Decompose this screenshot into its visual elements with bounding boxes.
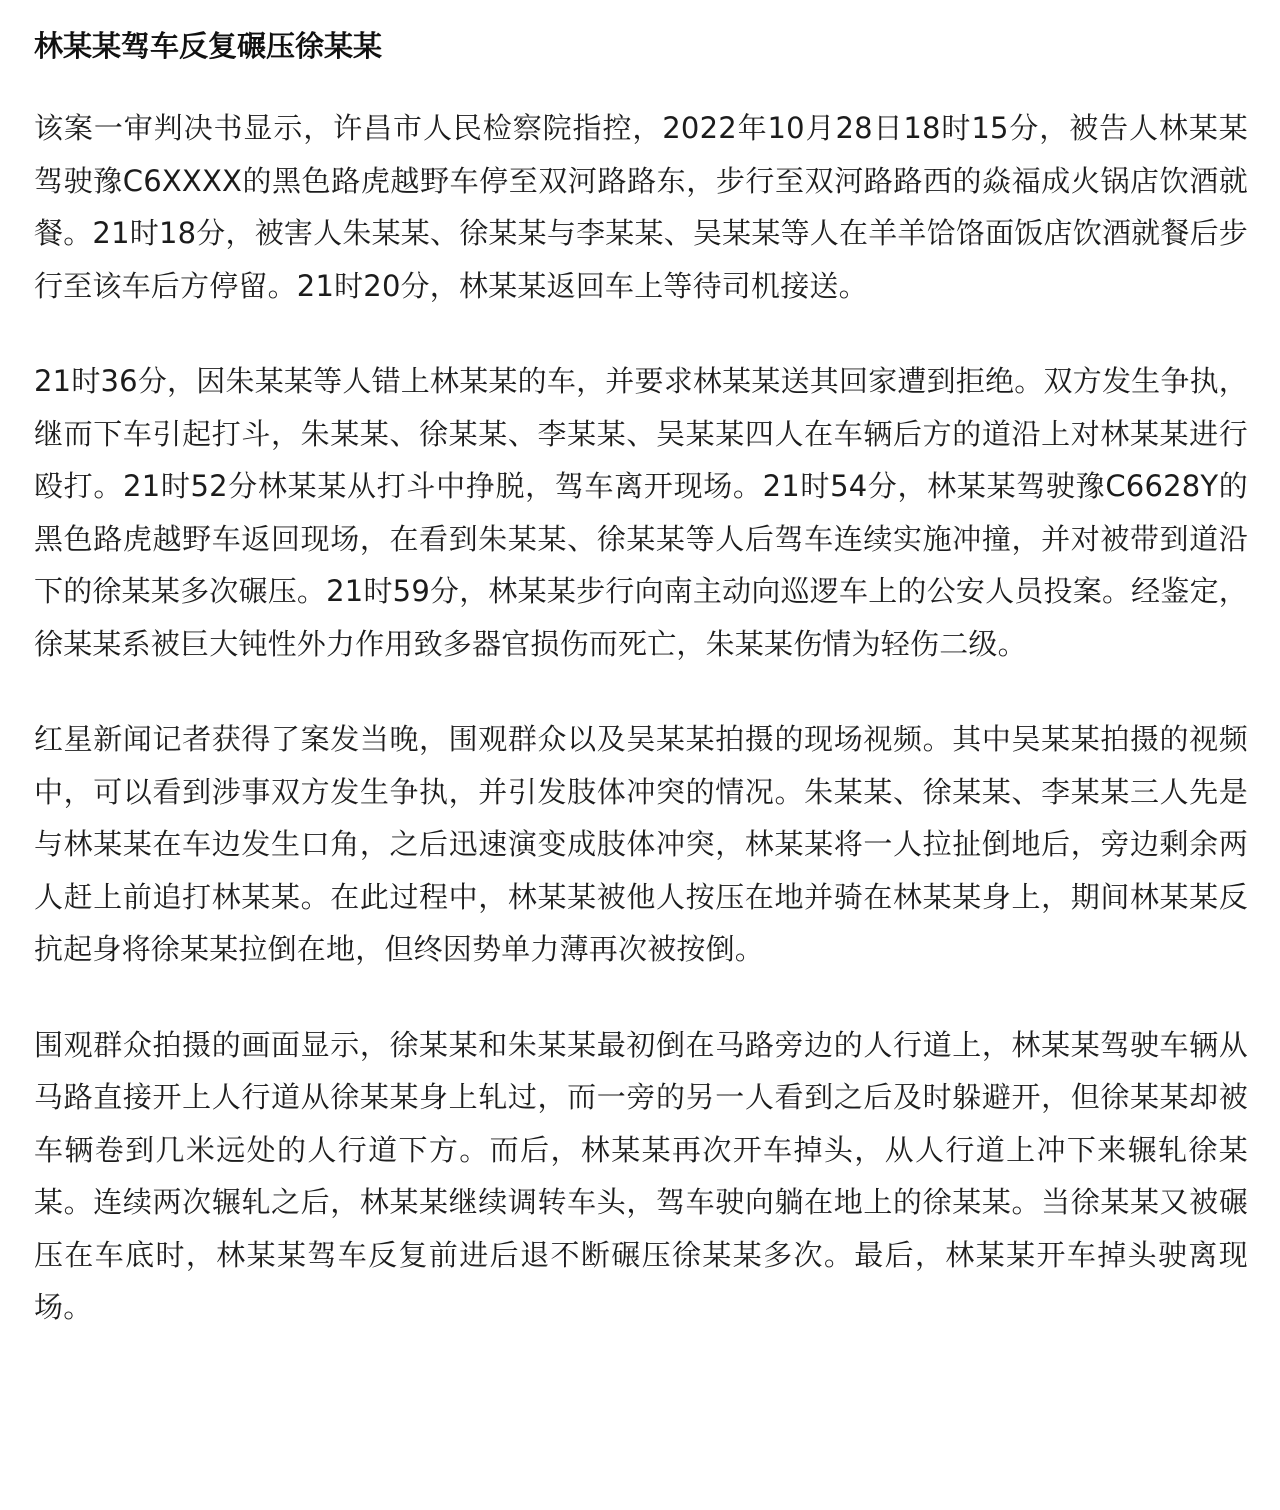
- paragraph-bystander-footage: 围观群众拍摄的画面显示，徐某某和朱某某最初倒在马路旁边的人行道上，林某某驾驶车辆从马路直接开上人行道从徐某某身上轧过，而一旁的另一人看到之后及时躲避开，但徐某某却被车辆卷到几米远处的人行道下方。而后，林某某再次开车掉头，从人行道上冲下来辗轧徐某某。连续两次辗轧之后，林某某继续调转车头，驾车驶向躺在地上的徐某某。当徐某某又被碾压在车底时，林某某驾车反复前进后退不断碾压徐某某多次。最后，林某某开车掉头驶离现场。: [34, 1027, 1248, 1324]
- paragraph-video-account: 红星新闻记者获得了案发当晚，围观群众以及吴某某拍摄的现场视频。其中吴某某拍摄的视频中，可以看到涉事双方发生争执，并引发肢体冲突的情况。朱某某、徐某某、李某某三人先是与林某某在车边发生口角，之后迅速演变成肢体冲突，林某某将一人拉扯倒地后，旁边剩余两人赶上前追打林某某。在此过程中，林某某被他人按压在地并骑在林某某身上，期间林某某反抗起身将徐某某拉倒在地，但终因势单力薄再次被按倒。: [34, 722, 1248, 966]
- article: [34, 20, 1248, 1334]
- paragraph-conflict: 21时36分，因朱某某等人错上林某某的车，并要求林某某送其回家遭到拒绝。双方发生争执，继而下车引起打斗，朱某某、徐某某、李某某、吴某某四人在车辆后方的道沿上对林某某进行殴打。21时52分林某某从打斗中挣脱，驾车离开现场。21时54分，林某某驾驶豫C6628Y的黑色路虎越野车返回现场，在看到朱某某、徐某某等人后驾车连续实施冲撞，并对被带到道沿下的徐某某多次碾压。21时59分，林某某步行向南主动向巡逻车上的公安人员投案。经鉴定，徐某某系被巨大钝性外力作用致多器官损伤而死亡，朱某某伤情为轻伤二级。: [34, 364, 1248, 661]
- paragraph-indictment: 该案一审判决书显示，许昌市人民检察院指控，2022年10月28日18时15分，被告人林某某驾驶豫C6XXXX的黑色路虎越野车停至双河路路东，步行至双河路路西的焱福成火锅店饮酒就餐。21时18分，被害人朱某某、徐某某与李某某、吴某某等人在羊羊饸饹面饭店饮酒就餐后步行至该车后方停留。21时20分，林某某返回车上等待司机接送。: [34, 111, 1248, 303]
- article-title: 林某某驾车反复碾压徐某某: [34, 29, 383, 63]
